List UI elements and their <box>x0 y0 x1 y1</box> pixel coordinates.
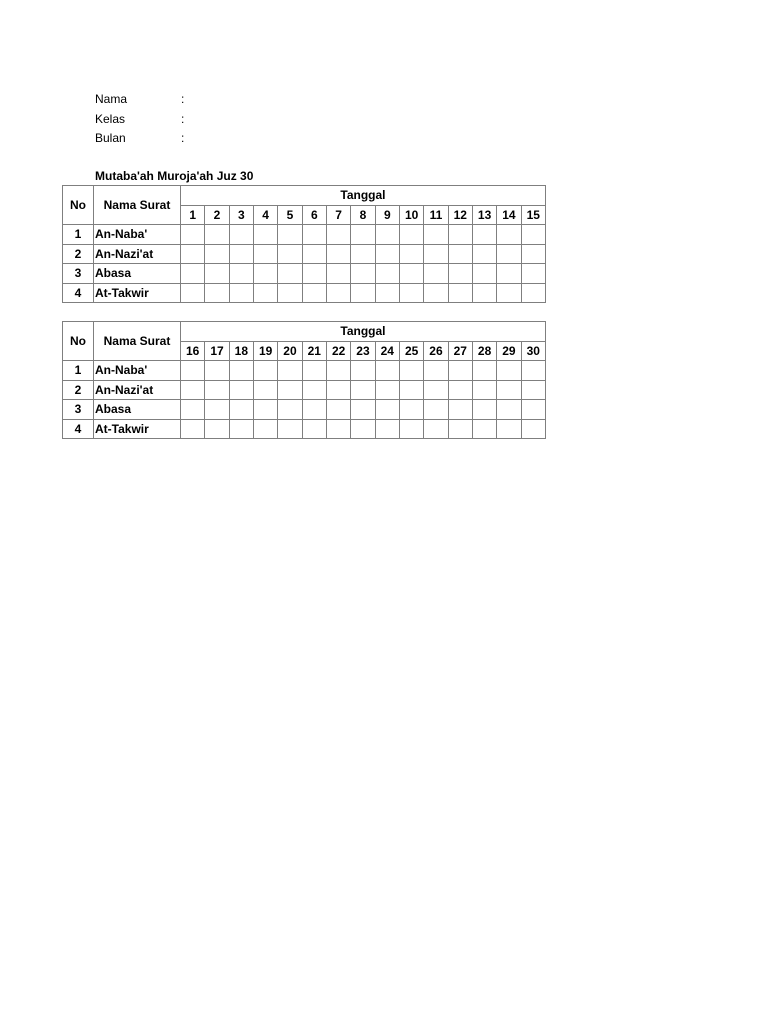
date-header: 2 <box>205 205 229 225</box>
table-row <box>63 244 546 264</box>
checkmark-cell <box>326 244 350 264</box>
checkmark-cell <box>351 225 375 245</box>
checkmark-cell <box>302 283 326 303</box>
table-row <box>63 283 546 303</box>
date-header: 26 <box>424 341 448 361</box>
checkmark-cell <box>278 225 302 245</box>
checkmark-cell <box>521 380 545 400</box>
date-header: 27 <box>448 341 472 361</box>
surat-name: An-Nazi'at <box>94 380 181 400</box>
checkmark-cell <box>448 283 472 303</box>
checkmark-cell <box>424 283 448 303</box>
header-tanggal: Tanggal <box>181 186 546 206</box>
date-header: 17 <box>205 341 229 361</box>
checkmark-cell <box>326 361 350 381</box>
checkmark-cell <box>278 361 302 381</box>
checkmark-cell <box>448 244 472 264</box>
document-title: Mutaba'ah Muroja'ah Juz 30 <box>95 169 254 183</box>
checkmark-cell <box>302 419 326 439</box>
checkmark-cell <box>448 225 472 245</box>
checkmark-cell <box>205 225 229 245</box>
checkmark-cell <box>253 264 277 284</box>
checkmark-cell <box>399 264 423 284</box>
checkmark-cell <box>375 419 399 439</box>
checkmark-cell <box>326 283 350 303</box>
checkmark-cell <box>521 361 545 381</box>
checkmark-cell <box>205 361 229 381</box>
checkmark-cell <box>399 244 423 264</box>
date-header: 5 <box>278 205 302 225</box>
checkmark-cell <box>278 400 302 420</box>
checkmark-cell <box>375 361 399 381</box>
checkmark-cell <box>229 380 253 400</box>
checkmark-cell <box>181 419 205 439</box>
checkmark-cell <box>472 283 496 303</box>
checkmark-cell <box>424 380 448 400</box>
date-header: 4 <box>253 205 277 225</box>
checkmark-cell <box>448 419 472 439</box>
date-header: 30 <box>521 341 545 361</box>
row-no: 1 <box>63 361 94 381</box>
checkmark-cell <box>448 264 472 284</box>
checkmark-cell <box>375 380 399 400</box>
surat-name: An-Naba' <box>94 361 181 381</box>
checkmark-cell <box>229 283 253 303</box>
checkmark-cell <box>472 380 496 400</box>
surat-name: An-Naba' <box>94 225 181 245</box>
date-header: 9 <box>375 205 399 225</box>
checkmark-cell <box>181 225 205 245</box>
checkmark-cell <box>229 264 253 284</box>
table-row <box>63 361 546 381</box>
checkmark-cell <box>205 264 229 284</box>
date-header: 20 <box>278 341 302 361</box>
date-header: 14 <box>497 205 521 225</box>
checkmark-cell <box>497 361 521 381</box>
checkmark-cell <box>302 380 326 400</box>
checkmark-cell <box>399 400 423 420</box>
info-colon: : <box>181 111 185 126</box>
date-header: 19 <box>253 341 277 361</box>
checkmark-cell <box>351 283 375 303</box>
checkmark-cell <box>497 225 521 245</box>
checkmark-cell <box>205 419 229 439</box>
checkmark-cell <box>521 244 545 264</box>
checkmark-cell <box>497 400 521 420</box>
tracking-table-2 <box>62 321 546 439</box>
checkmark-cell <box>448 400 472 420</box>
checkmark-cell <box>399 419 423 439</box>
checkmark-cell <box>424 244 448 264</box>
checkmark-cell <box>326 400 350 420</box>
date-header: 12 <box>448 205 472 225</box>
date-header: 15 <box>521 205 545 225</box>
row-no: 2 <box>63 380 94 400</box>
checkmark-cell <box>399 283 423 303</box>
date-header: 13 <box>472 205 496 225</box>
checkmark-cell <box>472 264 496 284</box>
date-header: 23 <box>351 341 375 361</box>
checkmark-cell <box>205 244 229 264</box>
checkmark-cell <box>326 264 350 284</box>
checkmark-cell <box>375 283 399 303</box>
checkmark-cell <box>351 380 375 400</box>
checkmark-cell <box>181 361 205 381</box>
checkmark-cell <box>375 400 399 420</box>
header-tanggal: Tanggal <box>181 322 546 342</box>
checkmark-cell <box>326 419 350 439</box>
checkmark-cell <box>302 400 326 420</box>
checkmark-cell <box>375 244 399 264</box>
header-row <box>63 322 546 342</box>
checkmark-cell <box>181 283 205 303</box>
header-nama-surat: Nama Surat <box>94 186 181 225</box>
checkmark-cell <box>205 380 229 400</box>
checkmark-cell <box>229 244 253 264</box>
date-header: 28 <box>472 341 496 361</box>
checkmark-cell <box>424 264 448 284</box>
checkmark-cell <box>278 244 302 264</box>
date-header: 8 <box>351 205 375 225</box>
checkmark-cell <box>351 264 375 284</box>
checkmark-cell <box>326 380 350 400</box>
table-row <box>63 225 546 245</box>
checkmark-cell <box>229 419 253 439</box>
table-row <box>63 264 546 284</box>
checkmark-cell <box>229 225 253 245</box>
checkmark-cell <box>497 244 521 264</box>
checkmark-cell <box>497 283 521 303</box>
student-info <box>95 90 184 149</box>
surat-name: At-Takwir <box>94 283 181 303</box>
date-header: 1 <box>181 205 205 225</box>
checkmark-cell <box>253 244 277 264</box>
checkmark-cell <box>521 225 545 245</box>
checkmark-cell <box>229 361 253 381</box>
checkmark-cell <box>278 380 302 400</box>
surat-name: At-Takwir <box>94 419 181 439</box>
date-header: 24 <box>375 341 399 361</box>
table-row <box>63 380 546 400</box>
info-colon: : <box>181 92 185 106</box>
checkmark-cell <box>302 264 326 284</box>
table-row <box>63 400 546 420</box>
row-no: 3 <box>63 400 94 420</box>
checkmark-cell <box>253 361 277 381</box>
checkmark-cell <box>181 380 205 400</box>
date-header: 18 <box>229 341 253 361</box>
checkmark-cell <box>399 361 423 381</box>
tracking-table-1 <box>62 185 546 303</box>
checkmark-cell <box>497 380 521 400</box>
checkmark-cell <box>181 244 205 264</box>
header-row <box>63 186 546 206</box>
checkmark-cell <box>497 419 521 439</box>
surat-name: Abasa <box>94 264 181 284</box>
checkmark-cell <box>253 419 277 439</box>
date-header: 7 <box>326 205 350 225</box>
checkmark-cell <box>302 225 326 245</box>
row-no: 4 <box>63 419 94 439</box>
checkmark-cell <box>399 380 423 400</box>
checkmark-cell <box>278 264 302 284</box>
checkmark-cell <box>521 419 545 439</box>
table-row <box>63 419 546 439</box>
checkmark-cell <box>253 380 277 400</box>
checkmark-cell <box>181 264 205 284</box>
date-header: 29 <box>497 341 521 361</box>
info-label: Nama <box>95 92 128 106</box>
checkmark-cell <box>424 419 448 439</box>
checkmark-cell <box>448 380 472 400</box>
checkmark-cell <box>253 283 277 303</box>
info-row-bulan <box>95 129 184 149</box>
checkmark-cell <box>326 225 350 245</box>
date-header: 11 <box>424 205 448 225</box>
checkmark-cell <box>205 283 229 303</box>
checkmark-cell <box>521 400 545 420</box>
info-row-kelas <box>95 110 184 130</box>
header-no: No <box>63 186 94 225</box>
checkmark-cell <box>497 264 521 284</box>
info-label: Kelas <box>95 111 126 126</box>
checkmark-cell <box>229 400 253 420</box>
row-no: 4 <box>63 283 94 303</box>
date-header: 22 <box>326 341 350 361</box>
checkmark-cell <box>472 361 496 381</box>
checkmark-cell <box>302 361 326 381</box>
date-header: 25 <box>399 341 423 361</box>
checkmark-cell <box>278 283 302 303</box>
checkmark-cell <box>351 400 375 420</box>
checkmark-cell <box>472 400 496 420</box>
checkmark-cell <box>351 419 375 439</box>
checkmark-cell <box>424 400 448 420</box>
checkmark-cell <box>472 244 496 264</box>
checkmark-cell <box>448 361 472 381</box>
checkmark-cell <box>253 225 277 245</box>
checkmark-cell <box>424 225 448 245</box>
date-header: 10 <box>399 205 423 225</box>
checkmark-cell <box>472 225 496 245</box>
header-nama-surat: Nama Surat <box>94 322 181 361</box>
info-row-nama <box>95 90 184 110</box>
checkmark-cell <box>375 225 399 245</box>
surat-name: An-Nazi'at <box>94 244 181 264</box>
checkmark-cell <box>521 264 545 284</box>
date-header: 6 <box>302 205 326 225</box>
checkmark-cell <box>472 419 496 439</box>
info-colon: : <box>181 131 185 145</box>
date-header: 21 <box>302 341 326 361</box>
checkmark-cell <box>181 400 205 420</box>
checkmark-cell <box>351 361 375 381</box>
checkmark-cell <box>424 361 448 381</box>
checkmark-cell <box>253 400 277 420</box>
surat-name: Abasa <box>94 400 181 420</box>
row-no: 3 <box>63 264 94 284</box>
date-header: 16 <box>181 341 205 361</box>
checkmark-cell <box>399 225 423 245</box>
checkmark-cell <box>375 264 399 284</box>
date-header: 3 <box>229 205 253 225</box>
checkmark-cell <box>302 244 326 264</box>
checkmark-cell <box>278 419 302 439</box>
checkmark-cell <box>205 400 229 420</box>
info-label: Bulan <box>95 131 126 145</box>
row-no: 1 <box>63 225 94 245</box>
checkmark-cell <box>351 244 375 264</box>
checkmark-cell <box>521 283 545 303</box>
row-no: 2 <box>63 244 94 264</box>
header-no: No <box>63 322 94 361</box>
